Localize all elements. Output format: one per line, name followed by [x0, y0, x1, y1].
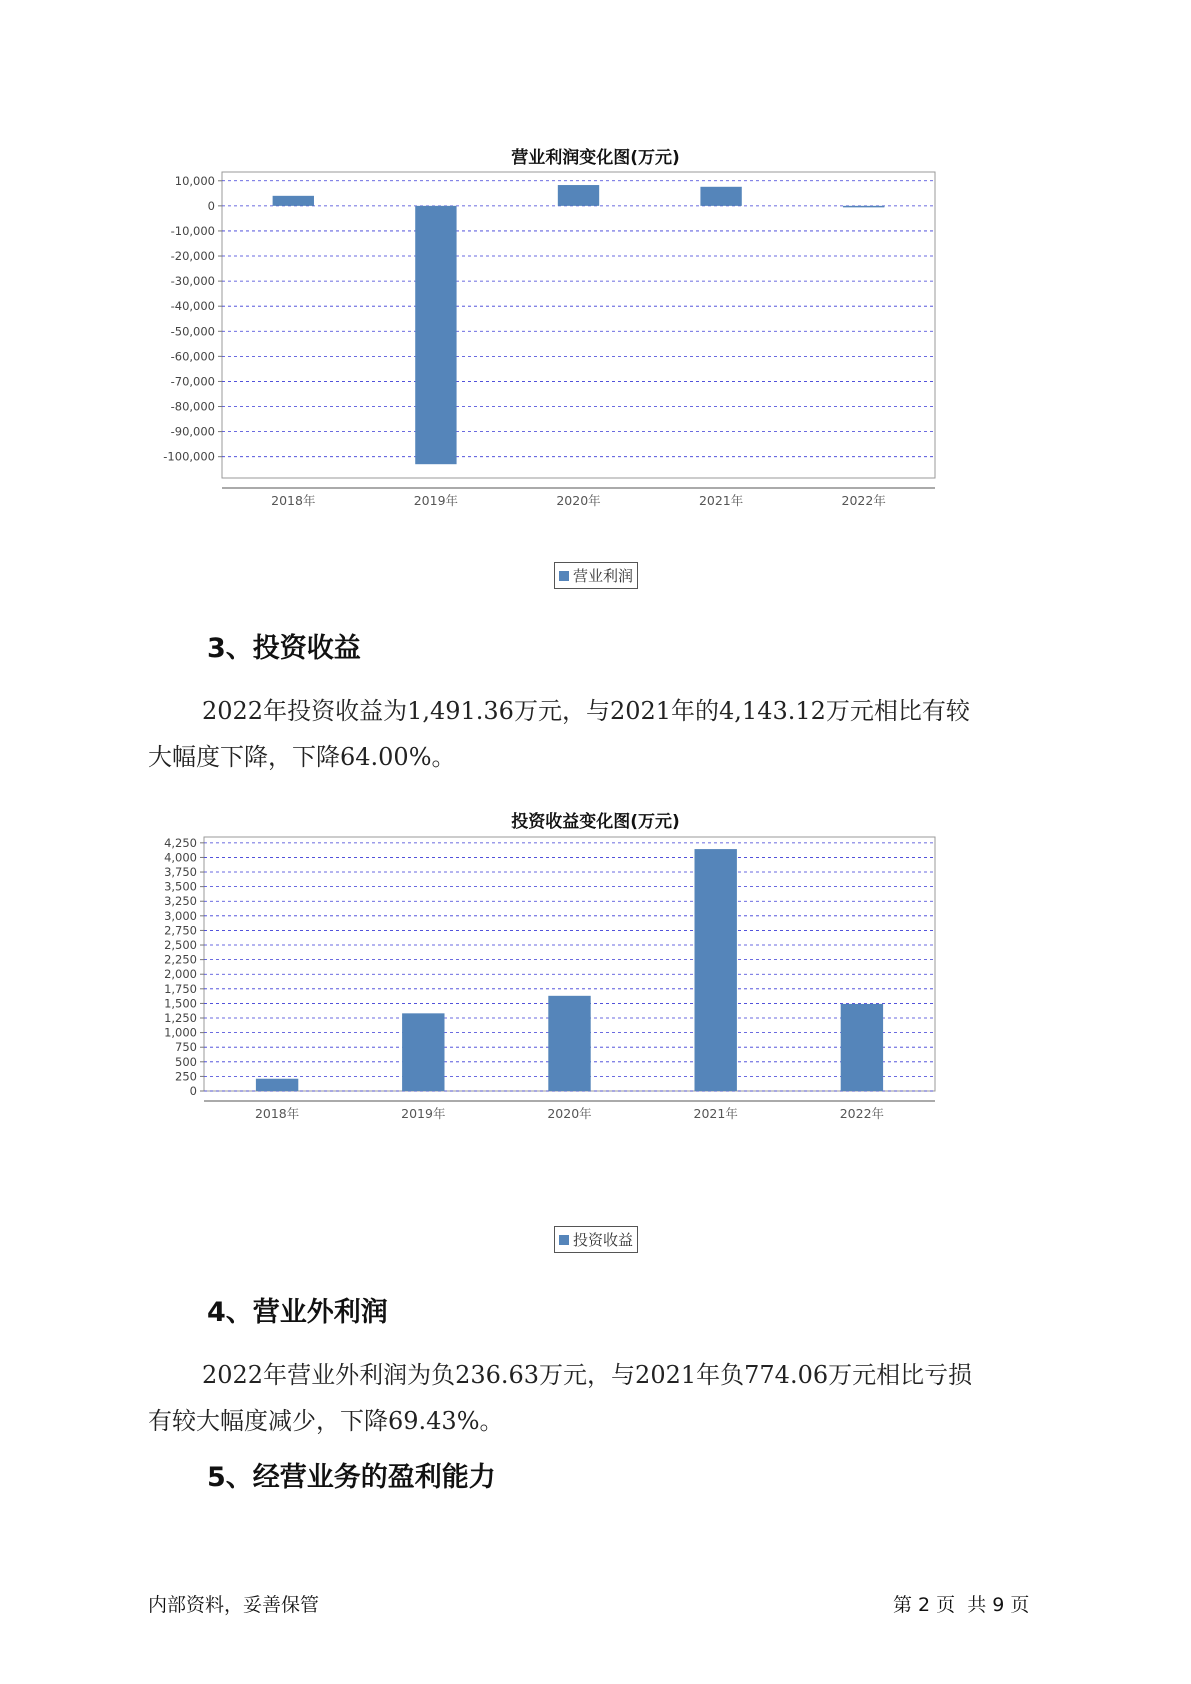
y-tick-label: -100,000: [163, 449, 215, 464]
y-tick-label: -80,000: [170, 399, 215, 414]
section-4-paragraph: [148, 1352, 1058, 1444]
y-tick-label: -70,000: [170, 374, 215, 389]
section-4-line-1: [148, 1352, 1058, 1398]
section-3-text-1: 2022年投资收益为1,491.36万元，与2021年的4,143.12万元相比有较: [202, 697, 970, 725]
bar-2020年: [558, 185, 599, 206]
bar-2021年: [695, 849, 737, 1091]
y-tick-label: 1,000: [164, 1025, 197, 1040]
y-tick-label: 3,500: [164, 879, 197, 894]
bar-2022年: [843, 206, 884, 208]
x-tick-label: 2022年: [841, 493, 886, 508]
y-tick-label: -50,000: [170, 324, 215, 339]
y-tick-label: 1,750: [164, 981, 197, 996]
x-tick-label: 2022年: [839, 1106, 885, 1121]
y-tick-label: -60,000: [170, 349, 215, 364]
y-tick-label: 2,750: [164, 923, 197, 938]
x-tick-label: 2021年: [693, 1106, 738, 1121]
bar-2020年: [548, 996, 590, 1091]
section-4-text-2: 有较大幅度减少，下降69.43%。: [148, 1407, 504, 1435]
y-tick-label: 0: [207, 198, 215, 213]
y-tick-label: 4,250: [164, 835, 197, 850]
y-tick-label: -40,000: [170, 299, 215, 314]
y-tick-label: 4,000: [164, 850, 197, 865]
legend-swatch: [559, 571, 569, 581]
section-3-heading: 3、投资收益: [207, 633, 361, 664]
y-tick-label: 500: [175, 1054, 197, 1069]
chart1-legend: [554, 562, 638, 589]
chart2-title: 投资收益变化图(万元): [511, 812, 680, 832]
bar-2022年: [841, 1004, 883, 1091]
x-tick-label: 2021年: [698, 493, 744, 508]
footer-page-number: 第 2 页 共 9 页: [893, 1594, 1030, 1616]
section-5-heading: 5、经营业务的盈利能力: [207, 1462, 496, 1493]
legend-swatch: [559, 1235, 569, 1245]
section-4-line-2: [148, 1398, 1058, 1444]
y-tick-label: 2,250: [164, 952, 197, 967]
chart1-title: 营业利润变化图(万元): [511, 148, 680, 168]
y-tick-label: 1,500: [164, 996, 197, 1011]
section-3-paragraph: [148, 688, 1058, 780]
y-tick-label: -90,000: [170, 424, 215, 439]
chart1-legend-label: 营业利润: [573, 567, 634, 585]
chart2-svg: [140, 835, 1040, 1215]
y-tick-label: 1,250: [164, 1011, 197, 1026]
bar-2018年: [273, 196, 314, 206]
bar-2019年: [415, 206, 456, 464]
y-tick-label: 3,000: [164, 908, 197, 923]
y-tick-label: -10,000: [170, 223, 215, 238]
chart2-legend-label: 投资收益: [573, 1231, 634, 1249]
y-tick-label: -30,000: [170, 274, 215, 289]
bar-2018年: [256, 1079, 298, 1091]
y-tick-label: -20,000: [170, 249, 215, 264]
x-tick-label: 2018年: [271, 493, 316, 508]
y-tick-label: 750: [175, 1040, 197, 1055]
footer-left: 内部资料，妥善保管: [148, 1594, 320, 1616]
bar-2021年: [700, 187, 741, 206]
y-tick-label: 0: [189, 1084, 197, 1098]
section-3-line-1: [148, 688, 1058, 734]
section-3-text-2: 大幅度下降，下降64.00%。: [148, 743, 456, 771]
y-tick-label: 2,000: [164, 967, 197, 982]
x-tick-label: 2020年: [556, 493, 601, 508]
plot-area: [222, 172, 935, 478]
x-tick-label: 2019年: [413, 493, 459, 508]
section-4-text-1: 2022年营业外利润为负236.63万元，与2021年负774.06万元相比亏损: [202, 1361, 973, 1389]
x-tick-label: 2019年: [401, 1106, 446, 1121]
chart2-legend: [554, 1226, 638, 1253]
bar-2019年: [402, 1013, 444, 1091]
y-tick-label: 2,500: [164, 938, 197, 953]
y-tick-label: 250: [175, 1069, 197, 1084]
y-tick-label: 3,750: [164, 865, 197, 880]
x-tick-label: 2018年: [254, 1106, 300, 1121]
x-tick-label: 2020年: [547, 1106, 592, 1121]
section-3-line-2: [148, 734, 1058, 780]
section-4-heading: 4、营业外利润: [207, 1297, 388, 1328]
y-tick-label: 10,000: [174, 173, 215, 188]
chart1-svg: [140, 170, 1040, 550]
y-tick-label: 3,250: [164, 894, 197, 909]
